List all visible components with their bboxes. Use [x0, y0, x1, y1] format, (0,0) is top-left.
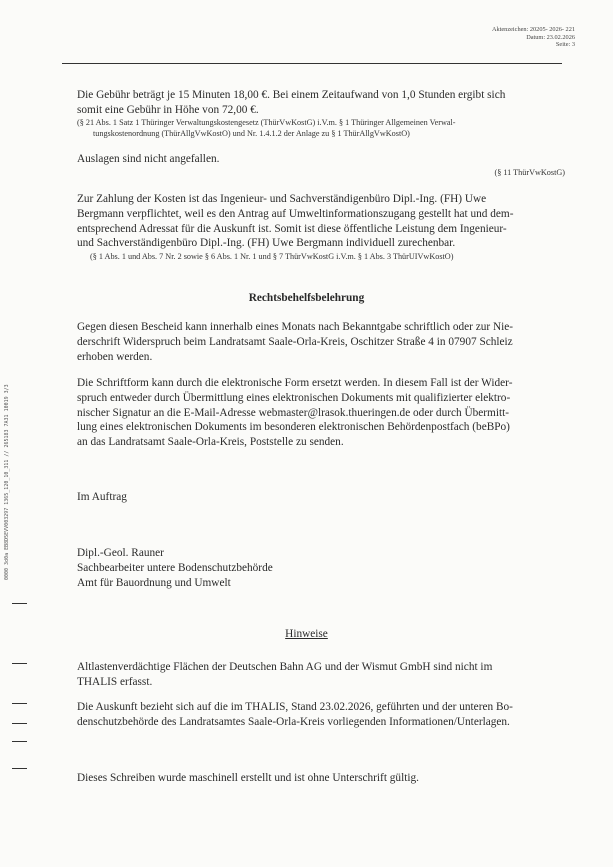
- margin-tick: [12, 603, 27, 604]
- notes-paragraph-2: Die Auskunft bezieht sich auf die im THALIS, Stand 23.02.2026, geführten und der unteren Bo- denschutzbehörde des Landratsamtes Saale-Orla-Kreis vorliegenden Informationen/Unterlagen.: [77, 701, 513, 728]
- signature-block: [77, 546, 563, 590]
- notes-heading: Hinweise: [285, 628, 328, 640]
- payer-paragraph: Zur Zahlung der Kosten ist das Ingenieur- und Sachverständigenbüro Dipl.-Ing. (FH) Uwe Bergmann verpflichtet, weil es den Antrag auf Umweltinformationszugang gestellt hat und dem- entsprechend Adressat für die Auskunft ist. Somit ist diese öffentliche Leistung dem Ingenieur- und Sachverständigenbüro Dipl.-Ing. (FH) Uwe Bergmann individuell zurechenbar.: [77, 193, 514, 250]
- legal-remedy-heading: Rechtsbehelfsbelehrung: [248, 292, 365, 304]
- margin-tick: [12, 723, 27, 724]
- expenses-text: Auslagen sind nicht angefallen.: [77, 153, 220, 165]
- machine-generated-note: Dieses Schreiben wurde maschinell erstellt und ist ohne Unterschrift gültig.: [77, 772, 419, 784]
- im-auftrag: Im Auftrag: [77, 491, 127, 503]
- legal-remedy-paragraph: Gegen diesen Bescheid kann innerhalb eines Monats nach Bekanntgabe schriftlich oder zur Nie- derschrift Widerspruch beim Landratsamt Saale-Orla-Kreis, Oschitzer Straße 4 in 07907 Schleiz erhoben werden.: [77, 321, 514, 363]
- signer-office: Amt für Bauordnung und Umwelt: [77, 576, 231, 589]
- margin-tick: [12, 741, 27, 742]
- document-meta: [492, 26, 575, 49]
- header-rule: [62, 63, 562, 64]
- signer-role: Sachbearbeiter untere Bodenschutzbehörde: [77, 561, 273, 574]
- margin-tick: [12, 768, 27, 769]
- payer-legal-reference: (§ 1 Abs. 1 und Abs. 7 Nr. 2 sowie § 6 Abs. 1 Nr. 1 und § 7 ThürVwKostG i.V.m. § 1 Abs. 3 ThürUIVwKostO): [90, 252, 454, 261]
- margin-tick: [12, 663, 27, 664]
- margin-barcode-text: 0000 3d0a EB8D5EVV003297 1365_120_10_311 // 265183 7A31 10019 3/3: [4, 384, 10, 580]
- expenses-legal-reference: (§ 11 ThürVwKostG): [494, 168, 565, 177]
- file-number: Aktenzeichen: 20205- 2026- 221: [491, 26, 575, 33]
- signer-name: Dipl.-Geol. Rauner: [77, 547, 164, 559]
- margin-tick: [12, 703, 27, 704]
- fee-legal-reference: (§ 21 Abs. 1 Satz 1 Thüringer Verwaltungskostengesetz (ThürVwKostG) i.V.m. § 1 Thüringer Allgemeinen Verwal- tungskostenordnung (ThürAllgVwKostO) und Nr. 1.4.1.2 der Anlage zu § 1 ThürAllgVwKostO): [77, 118, 456, 138]
- notes-paragraph-1: Altlastenverdächtige Flächen der Deutschen Bahn AG und der Wismut GmbH sind nicht im THALIS erfasst.: [77, 661, 493, 688]
- page-number: Seite: 3: [555, 41, 575, 49]
- document-date: Datum: 23.02.2026: [526, 33, 575, 41]
- fee-paragraph: Die Gebühr beträgt je 15 Minuten 18,00 €. Bei einem Zeitaufwand von 1,0 Stunden ergibt sich somit eine Gebühr in Höhe von 72,00 €.: [77, 89, 506, 116]
- electronic-form-paragraph: Die Schriftform kann durch die elektronische Form ersetzt werden. In diesem Fall ist der Wider- spruch entweder durch Übermittlung eines elektronischen Dokuments mit qualifizierter elektro- nischer Signatur an die E-Mail-Adresse webmaster@lrasok.thueringen.de oder durch Übermitt- lung eines elektronischen Dokuments im besonderen elektronischen Behördenpostfach (beBPo) an das Landratsamt Saale-Orla-Kreis, Poststelle zu senden.: [77, 377, 513, 449]
